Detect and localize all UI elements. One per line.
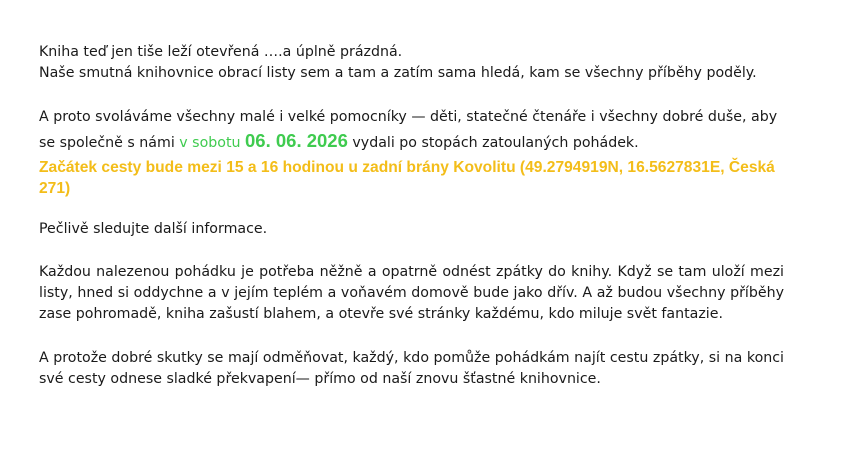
- intro-line-1: Kniha teď jen tiše leží otevřená ….a úplně prázdná.: [39, 44, 403, 60]
- invitation-paragraph: [39, 105, 784, 155]
- event-date: 06. 06. 2026: [245, 130, 348, 151]
- intro-line-2: Naše smutná knihovnice obrací listy sem a tam a zatím sama hledá, kam se všechny příběhy poděly.: [39, 65, 757, 81]
- start-info: Začátek cesty bude mezi 15 a 16 hodinou u zadní brány Kovolitu (49.2794919N, 16.5627831E, Česká 271): [39, 159, 775, 197]
- invitation-text-end: vydali po stopách zatoulaných pohádek.: [347, 135, 639, 151]
- date-label: v sobotu: [179, 135, 246, 151]
- story-paragraph: Každou nalezenou pohádku je potřeba něžně a opatrně odnést zpátky do knihy. Když se tam uloží mezi listy, hned si oddychne a v jejím teplém a voňavém domově bude jako dřív. A až budou všechny příběhy zase pohromadě, kniha zašustí blahem, a otevře své stránky každému, kdo miluje svět fantazie.: [39, 264, 784, 322]
- follow-note: Pečlivě sledujte další informace.: [39, 221, 268, 237]
- reward-paragraph: A protože dobré skutky se mají odměňovat, každý, kdo pomůže pohádkám najít cestu zpátky, si na konci své cesty odnese sladké překvapení— přímo od naší znovu šťastné knihovnice.: [39, 350, 784, 387]
- invitation-document: [39, 42, 784, 390]
- intro-paragraph: [39, 42, 784, 84]
- invitation-text: A proto svoláváme všechny malé i velké pomocníky — děti, statečné čtenáře i všechny dobré duše, aby se společně s námi: [39, 109, 778, 151]
